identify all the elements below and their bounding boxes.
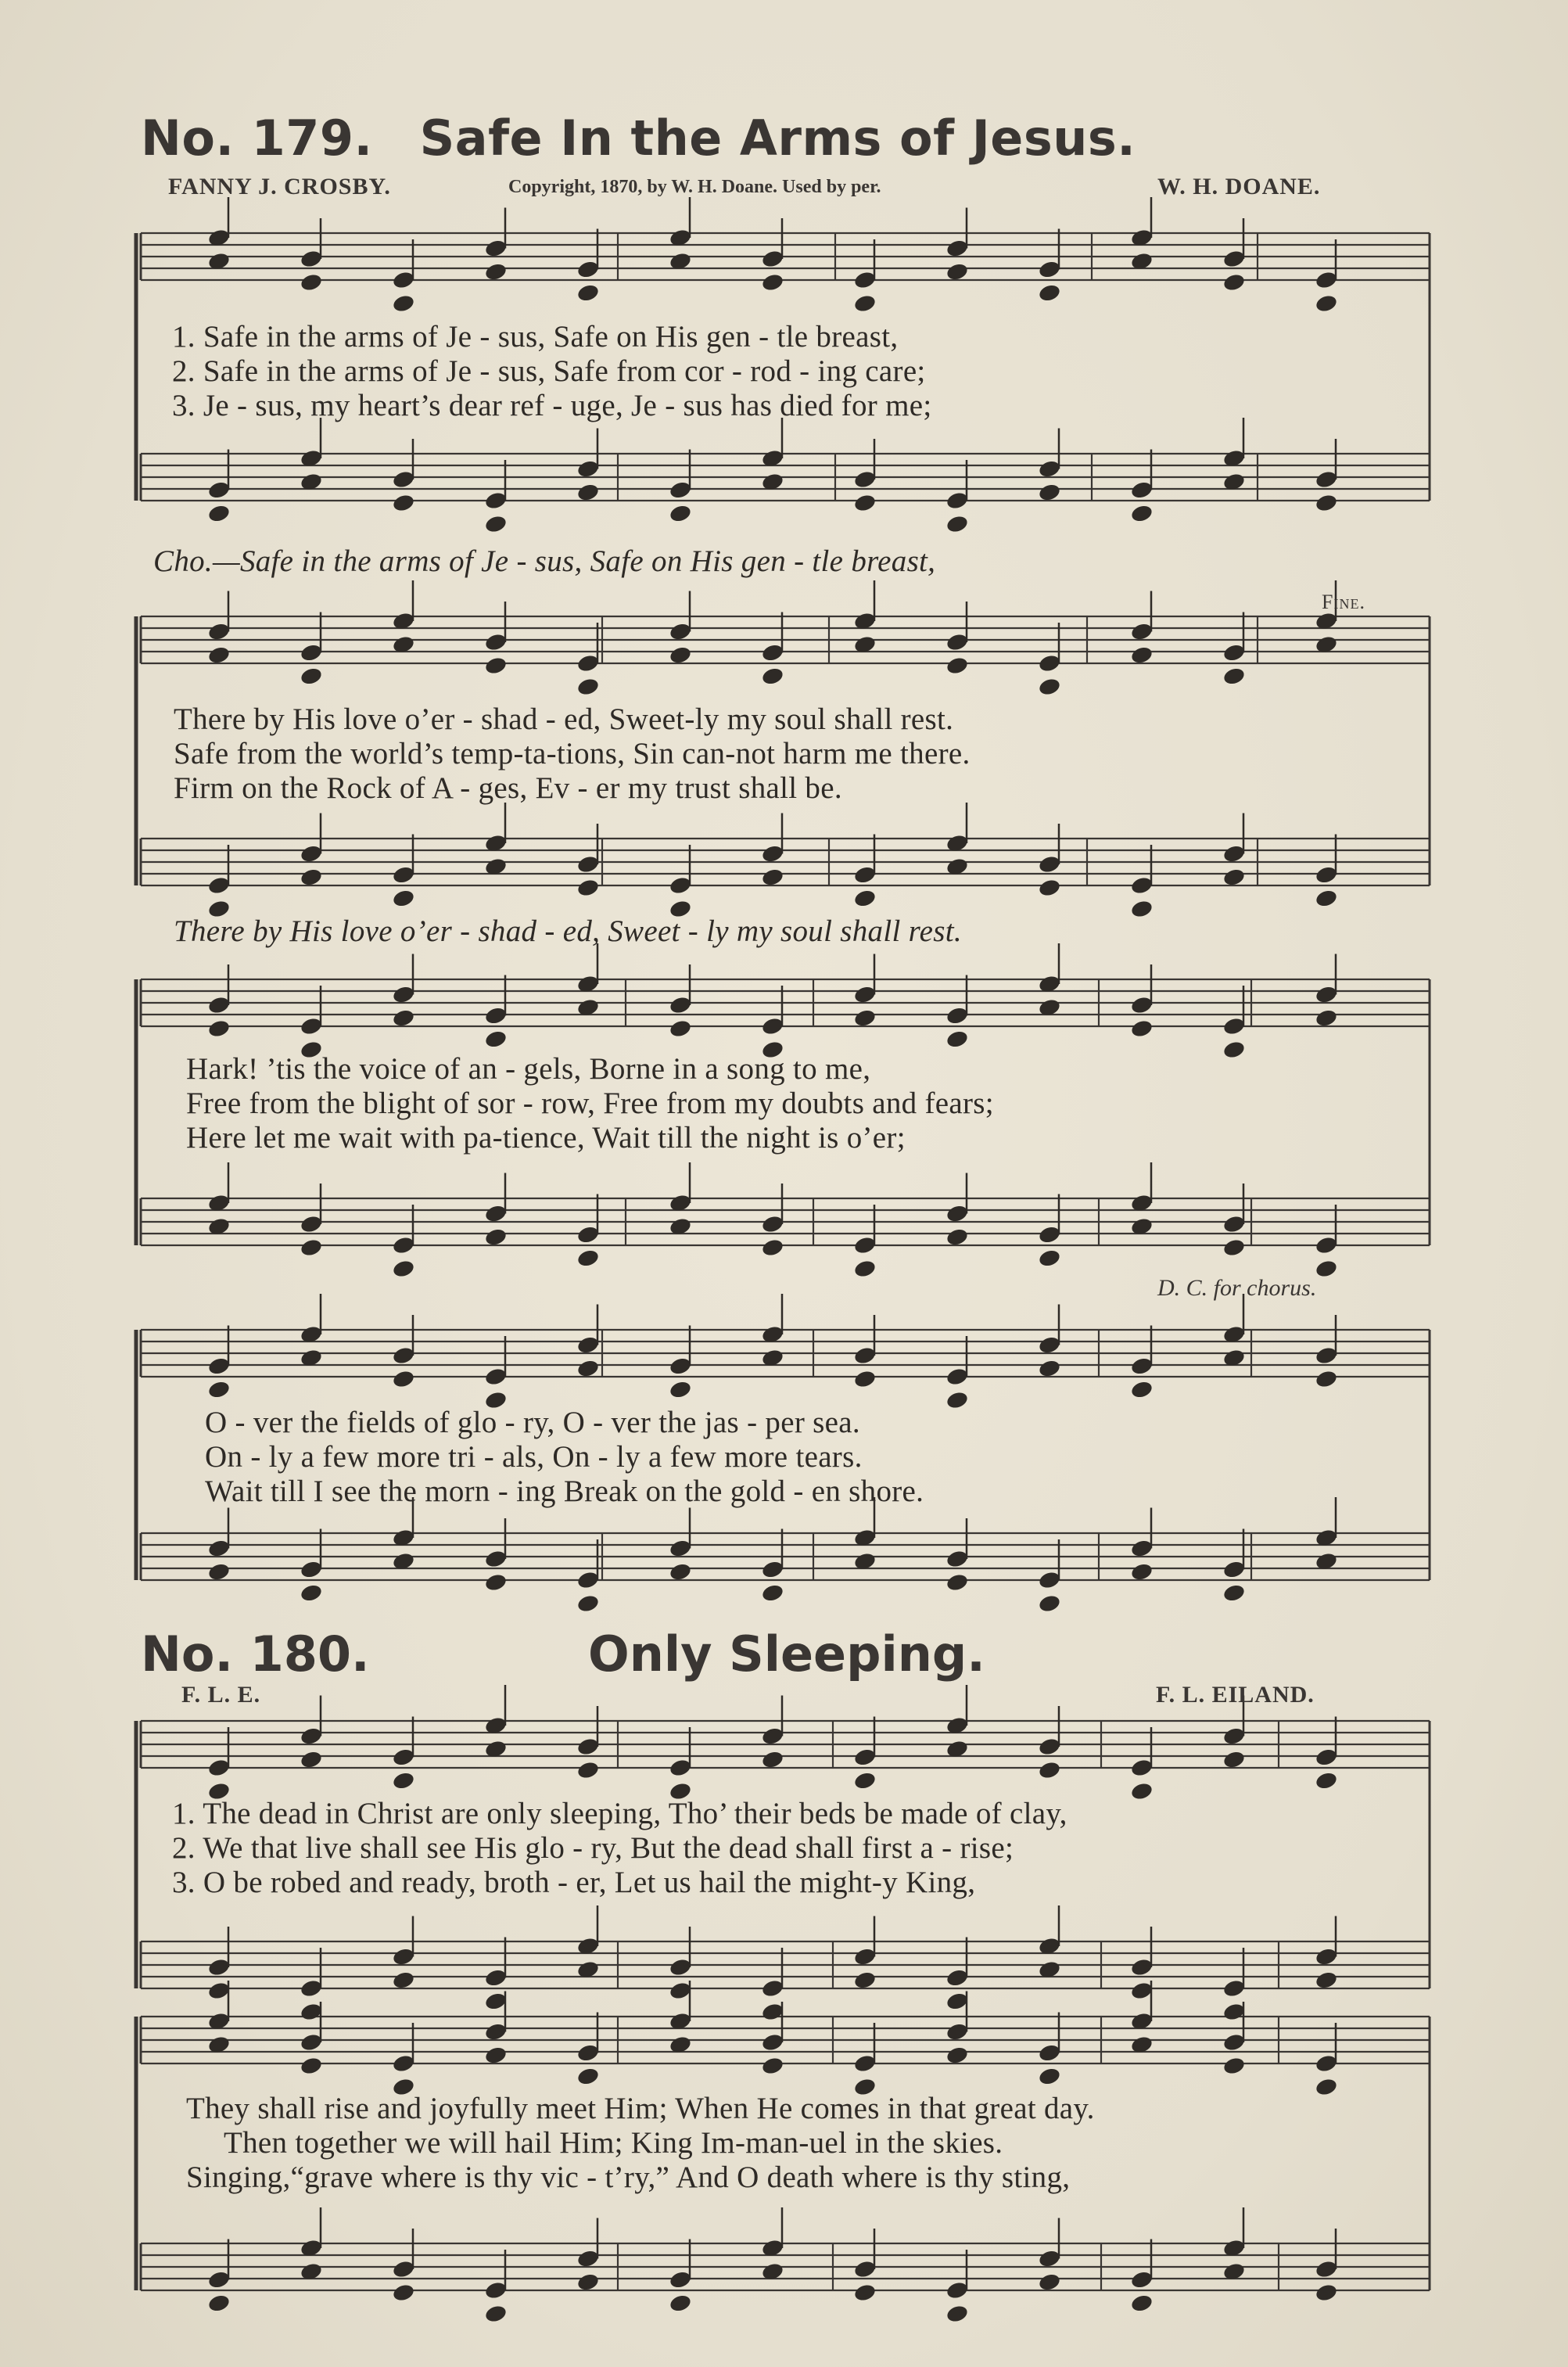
hymn-179-number: No. 179. [141, 110, 373, 167]
hymn-180-title: Only Sleeping. [588, 1625, 985, 1683]
hymn-180-author: F. L. E. [181, 1682, 261, 1708]
verse-line: 1. The dead in Christ are only sleeping, Tho’ their beds be made of clay, [172, 1797, 1067, 1830]
verse-line: 2. We that live shall see His glo - ry, But the dead shall first a - rise; [172, 1831, 1014, 1865]
verse-line: Hark! ’tis the voice of an - gels, Borne in a song to me, [186, 1052, 871, 1086]
hymn-179-copyright: Copyright, 1870, by W. H. Doane. Used by per. [508, 177, 881, 197]
hymn-179-composer: W. H. DOANE. [1157, 174, 1321, 199]
verse-line: Safe from the world’s temp-ta-tions, Sin can-not harm me there. [174, 737, 971, 770]
chorus-line: Cho.—Safe in the arms of Je - sus, Safe on His gen - tle breast, [153, 544, 936, 578]
verse-line: 2. Safe in the arms of Je - sus, Safe from cor - rod - ing care; [172, 354, 926, 388]
hymn-180-composer: F. L. EILAND. [1156, 1682, 1315, 1708]
verse-line: There by His love o’er - shad - ed, Sweet-ly my soul shall rest. [174, 702, 954, 736]
verse-line: Firm on the Rock of A - ges, Ev - er my trust shall be. [174, 771, 842, 805]
verse-line: Wait till I see the morn - ing Break on the gold - en shore. [205, 1474, 924, 1508]
verse-line: Then together we will hail Him; King Im-man-uel in the skies. [224, 2126, 1003, 2160]
chorus-line: There by His love o’er - shad - ed, Sweet - ly my soul shall rest. [174, 914, 962, 948]
fine-mark: Fine. [1322, 591, 1365, 613]
hymn-179-author: FANNY J. CROSBY. [168, 174, 391, 199]
verse-line: O - ver the fields of glo - ry, O - ver the jas - per sea. [205, 1406, 860, 1439]
verse-line: They shall rise and joyfully meet Him; When He comes in that great day. [186, 2092, 1095, 2125]
hymn-180-number: No. 180. [141, 1625, 370, 1683]
verse-line: Free from the blight of sor - row, Free from my doubts and fears; [186, 1087, 994, 1120]
verse-line: 3. O be robed and ready, broth - er, Let us hail the might-y King, [172, 1866, 976, 1899]
verse-line: 3. Je - sus, my heart’s dear ref - uge, Je - sus has died for me; [172, 389, 932, 422]
hymn-179-title: Safe In the Arms of Jesus. [419, 110, 1136, 167]
verse-line: Singing,“grave where is thy vic - t’ry,” And O death where is thy sting, [186, 2160, 1071, 2194]
verse-line: Here let me wait with pa-tience, Wait till the night is o’er; [186, 1121, 906, 1155]
verse-line: On - ly a few more tri - als, On - ly a few more tears. [205, 1440, 863, 1474]
verse-line: 1. Safe in the arms of Je - sus, Safe on His gen - tle breast, [172, 320, 899, 354]
dc-for-chorus-mark: D. C. for chorus. [1157, 1275, 1317, 1301]
